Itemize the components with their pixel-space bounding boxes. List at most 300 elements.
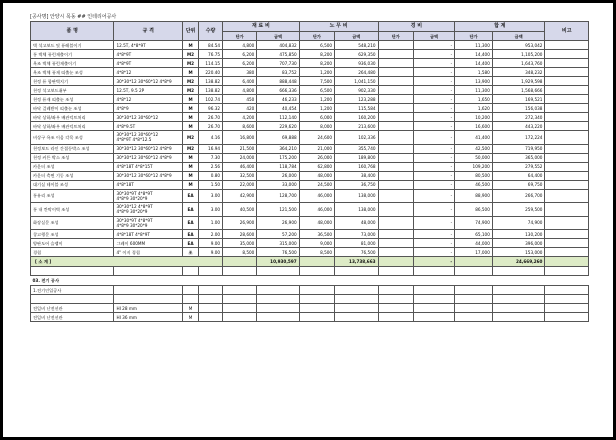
empty-cell (257, 313, 299, 322)
empty-cell (257, 267, 299, 276)
material-amount: 128,700 (257, 189, 299, 203)
subtotal-blank (223, 257, 257, 267)
labor-amount: 138,000 (335, 203, 378, 217)
item-spec: 30*30*12 30*60*12 4*8*9 (114, 153, 183, 162)
item-qty: 26.70 (199, 113, 223, 122)
labor-unit-price: 62,800 (299, 162, 334, 171)
expense-amount: - (413, 189, 454, 203)
empty-cell (545, 295, 589, 304)
labor-amount: 355,740 (335, 144, 378, 153)
expense-unit-price (378, 59, 413, 68)
expense-unit-price (378, 41, 413, 50)
item-spec: HI 36 mm (114, 313, 183, 322)
material-amount: 46,233 (257, 95, 299, 104)
subtotal-expense: - (413, 257, 454, 267)
material-amount: 112,140 (257, 113, 299, 122)
total-unit-price: 11,300 (455, 41, 493, 50)
material-amount: 69,888 (257, 131, 299, 145)
empty-cell (335, 313, 378, 322)
item-spec: HI 28 mm (114, 304, 183, 313)
material-unit-price: 420 (223, 104, 257, 113)
material-unit-price: 8,500 (223, 248, 257, 257)
material-unit-price: 단가 (223, 32, 257, 41)
expense-unit-price (378, 162, 413, 171)
item-name: 바닥 걸레받이 띠출눈 조성 (31, 104, 114, 113)
empty-cell (413, 313, 454, 322)
item-qty: 1.50 (199, 180, 223, 189)
item-spec: 4*8*9T (114, 50, 183, 59)
expense-unit-price (378, 180, 413, 189)
empty-cell (545, 267, 589, 276)
item-unit: 조 (183, 248, 199, 257)
item-qty: 3.00 (199, 189, 223, 203)
expense-unit-price (378, 144, 413, 153)
table-row (31, 50, 589, 59)
labor-unit-price: 단가 (299, 32, 334, 41)
material-amount: 33,000 (257, 180, 299, 189)
total-amount: 279,552 (492, 162, 545, 171)
labor-unit-price: 8,200 (299, 59, 334, 68)
empty-cell (257, 286, 299, 295)
labor-amount: 189,800 (335, 153, 378, 162)
item-name: 바닥 상하/좌우 배관덕트처리 (31, 113, 114, 122)
labor-amount: 48,000 (335, 216, 378, 230)
material-amount: 40,454 (257, 104, 299, 113)
empty-cell (31, 295, 114, 304)
item-qty: 7.30 (199, 153, 223, 162)
labor-unit-price: 48,000 (299, 216, 334, 230)
item-remark (545, 131, 589, 145)
total-amount: 169,521 (492, 95, 545, 104)
empty-cell (335, 286, 378, 295)
table-row (31, 68, 589, 77)
item-name: 카운터 조성 (31, 162, 114, 171)
col-unit: 단위 (183, 22, 199, 41)
table-row (31, 239, 589, 248)
table-row (31, 162, 589, 171)
empty-cell (455, 286, 493, 295)
item-spec: 4*8*9 (114, 104, 183, 113)
item-qty: 220.40 (199, 68, 223, 77)
expense-unit-price (378, 95, 413, 104)
expense-amount: 금액 (413, 32, 454, 41)
item-remark (545, 230, 589, 239)
item-name: 통 내 칸막이벽 조성 (31, 203, 114, 217)
empty-cell (413, 295, 454, 304)
total-amount: 348,232 (492, 68, 545, 77)
empty-cell (492, 286, 545, 295)
labor-amount: 1,041,150 (335, 77, 378, 86)
empty-cell (114, 286, 183, 295)
empty-cell (455, 313, 493, 322)
total-amount: 953,042 (492, 41, 545, 50)
item-name: 비상구 욕조 이음 각목 조성 (31, 131, 114, 145)
item-unit: M (183, 162, 199, 171)
expense-unit-price (378, 113, 413, 122)
empty-cell (378, 313, 413, 322)
item-spec: 12.5T, 4*8*9T (114, 41, 183, 50)
expense-unit-price (378, 50, 413, 59)
table-row (31, 189, 589, 203)
empty-cell (378, 304, 413, 313)
total-amount: 719,950 (492, 144, 545, 153)
total-unit-price: 11,300 (455, 86, 493, 95)
item-qty: 3.00 (199, 203, 223, 217)
total-amount: 153,000 (492, 248, 545, 257)
expense-amount: - (413, 230, 454, 239)
item-spec: 4*8*18T (114, 180, 183, 189)
item-spec: 30*30*12 30*60*12 4*8*9 (114, 171, 183, 180)
total-unit-price: 65,100 (455, 230, 493, 239)
table-row (31, 171, 589, 180)
project-title: [공사명] 안양시 목동 ## 인테리어공사 (30, 14, 117, 20)
item-qty: 114.15 (199, 59, 223, 68)
item-remark (545, 144, 589, 153)
total-unit-price: 14,400 (455, 59, 493, 68)
item-remark (545, 248, 589, 257)
material-unit-price: 28,600 (223, 230, 257, 239)
expense-unit-price (378, 230, 413, 239)
expense-amount: - (413, 216, 454, 230)
empty-cell (378, 267, 413, 276)
material-unit-price: 32,500 (223, 171, 257, 180)
expense-unit-price (378, 131, 413, 145)
item-remark (545, 68, 589, 77)
empty-cell (492, 313, 545, 322)
col-spec: 규 격 (114, 22, 183, 41)
item-name: 전일비 난전선관 (31, 304, 114, 313)
labor-unit-price: 1,200 (299, 68, 334, 77)
table-row (31, 304, 589, 313)
labor-amount: 36,750 (335, 180, 378, 189)
labor-amount: 73,000 (335, 230, 378, 239)
item-name: 천정보드 라인 간접등박스 조성 (31, 144, 114, 153)
expense-unit-price (378, 122, 413, 131)
empty-cell (492, 304, 545, 313)
labor-amount: 160,200 (335, 113, 378, 122)
expense-amount: - (413, 239, 454, 248)
empty-cell (223, 304, 257, 313)
empty-cell (183, 267, 199, 276)
material-amount: 475,850 (257, 50, 299, 59)
header-row-1 (31, 22, 589, 32)
table-row (31, 144, 589, 153)
total-amount: 1,568,666 (492, 86, 545, 95)
labor-amount: 902,330 (335, 86, 378, 95)
total-unit-price: 44,000 (455, 239, 493, 248)
labor-unit-price: 6,500 (299, 41, 334, 50)
empty-cell (223, 286, 257, 295)
item-remark (545, 86, 589, 95)
item-spec: 30*30*12 4*8*9T 4*8*9 30*20*9 (114, 203, 183, 217)
group-title: 1.전기인입공사 (31, 286, 114, 295)
total-unit-price: 17,000 (455, 248, 493, 257)
material-amount: 404,832 (257, 41, 299, 50)
labor-amount: 38,400 (335, 171, 378, 180)
table-row (31, 122, 589, 131)
total-amount: 396,000 (492, 239, 545, 248)
labor-amount: 548,210 (335, 41, 378, 50)
expense-amount: - (413, 248, 454, 257)
material-unit-price: 4,800 (223, 41, 257, 50)
item-spec: 그레이 600MM (114, 239, 183, 248)
item-unit: M (183, 68, 199, 77)
labor-unit-price: 6,000 (299, 113, 334, 122)
total-amount: 259,500 (492, 203, 545, 217)
item-spec: 4*8*18T 4*8*15T (114, 162, 183, 171)
subtotal-label: [ 소 계 ] (31, 257, 223, 267)
material-amount: 57,200 (257, 230, 299, 239)
empty-cell (199, 286, 223, 295)
empty-cell (299, 313, 334, 322)
item-spec: 4*8*12 (114, 68, 183, 77)
item-unit: M (183, 122, 199, 131)
item-name: 욕조 벽체 퓨재 띠출눈 조성 (31, 68, 114, 77)
labor-amount: 76,500 (335, 248, 378, 257)
item-name: 천정 커튼 박스 조성 (31, 153, 114, 162)
subtotal-row (31, 257, 589, 267)
item-qty: 138.82 (199, 86, 223, 95)
total-unit-price: 14,400 (455, 50, 493, 59)
empty-cell (199, 295, 223, 304)
empty-cell (183, 295, 199, 304)
material-unit-price: 40,500 (223, 203, 257, 217)
expense-amount: - (413, 144, 454, 153)
total-amount: 1,643,760 (492, 59, 545, 68)
item-unit: M (183, 95, 199, 104)
col-remark: 비고 (545, 22, 589, 41)
empty-cell (413, 267, 454, 276)
item-unit: M (183, 41, 199, 50)
empty-cell (114, 295, 183, 304)
empty-cell (183, 286, 199, 295)
material-amount: 26,900 (257, 216, 299, 230)
item-remark (545, 77, 589, 86)
expense-amount: - (413, 122, 454, 131)
group-row (31, 286, 589, 295)
labor-unit-price: 21,000 (299, 144, 334, 153)
material-unit-price: 6,400 (223, 77, 257, 86)
item-qty: 2.00 (199, 230, 223, 239)
empty-cell (455, 304, 493, 313)
table-row (31, 41, 589, 50)
item-name: 통 벽체 퓨런재출이기 (31, 50, 114, 59)
item-remark (545, 162, 589, 171)
item-remark (545, 171, 589, 180)
item-remark (545, 113, 589, 122)
empty-cell (545, 286, 589, 295)
table-row (31, 86, 589, 95)
empty-cell (492, 267, 545, 276)
total-amount: 156,038 (492, 104, 545, 113)
item-remark (545, 104, 589, 113)
total-unit-price: 74,900 (455, 216, 493, 230)
total-unit-price: 42,500 (455, 144, 493, 153)
item-remark (545, 59, 589, 68)
table-row (31, 313, 589, 322)
item-name: 양판도어 슬랩이 (31, 239, 114, 248)
item-name: 바닥 상하/좌우 배관덕트처리 (31, 122, 114, 131)
item-unit: EA (183, 189, 199, 203)
item-unit: M2 (183, 50, 199, 59)
expense-amount: - (413, 77, 454, 86)
item-spec: 4*8*9.5T (114, 122, 183, 131)
subtotal-blank (545, 257, 589, 267)
item-remark (545, 189, 589, 203)
total-amount: 1,929,598 (492, 77, 545, 86)
total-amount: 365,000 (492, 153, 545, 162)
item-unit: EA (183, 239, 199, 248)
material-amount: 888,448 (257, 77, 299, 86)
item-name: 벽 석고보드 및 퓨레블이기 (31, 41, 114, 50)
table-row (31, 230, 589, 239)
section-title: 03. 전기 공사 (31, 276, 589, 286)
labor-unit-price: 24,600 (299, 131, 334, 145)
material-unit-price: 4,200 (223, 113, 257, 122)
material-amount: 118,784 (257, 162, 299, 171)
material-unit-price: 42,900 (223, 189, 257, 203)
material-unit-price: 26,900 (223, 216, 257, 230)
total-amount: 74,900 (492, 216, 545, 230)
item-qty: 4.16 (199, 131, 223, 145)
empty-cell (199, 304, 223, 313)
expense-amount: - (413, 203, 454, 217)
expense-amount: - (413, 171, 454, 180)
total-unit-price: 1,620 (455, 104, 493, 113)
material-amount: 121,500 (257, 203, 299, 217)
subtotal-labor: 13,738,663 (335, 257, 378, 267)
item-qty: 16.94 (199, 144, 223, 153)
total-amount: 1,105,200 (492, 50, 545, 59)
col-name: 품 명 (31, 22, 114, 41)
total-unit-price: 41,400 (455, 131, 493, 145)
item-unit: M (183, 304, 199, 313)
material-unit-price: 16,800 (223, 131, 257, 145)
labor-amount: 81,000 (335, 239, 378, 248)
item-name: 욕조 벽체 퓨런재출이기 (31, 59, 114, 68)
empty-cell (223, 267, 257, 276)
item-name: 대기실 테이블 조성 (31, 180, 114, 189)
col-qty: 수량 (199, 22, 223, 41)
empty-cell (335, 304, 378, 313)
table-row (31, 153, 589, 162)
expense-amount: - (413, 104, 454, 113)
expense-unit-price (378, 189, 413, 203)
labor-amount: 213,600 (335, 122, 378, 131)
expense-amount: - (413, 41, 454, 50)
subtotal-blank (378, 257, 413, 267)
spacer-row (31, 267, 589, 276)
empty-cell (455, 267, 493, 276)
expense-amount: - (413, 95, 454, 104)
col-total: 합 계 (455, 22, 545, 32)
item-qty: 76.75 (199, 50, 223, 59)
item-unit: EA (183, 216, 199, 230)
labor-unit-price: 8,500 (299, 248, 334, 257)
material-amount: 364,210 (257, 144, 299, 153)
total-unit-price: 80,500 (455, 171, 493, 180)
labor-amount: 138,000 (335, 189, 378, 203)
total-amount: 172,224 (492, 131, 545, 145)
total-amount: 64,400 (492, 171, 545, 180)
col-labor: 노 무 비 (299, 22, 378, 32)
col-expense: 경 비 (378, 22, 455, 32)
material-unit-price: 450 (223, 95, 257, 104)
item-unit: M (183, 113, 199, 122)
material-amount: 229,620 (257, 122, 299, 131)
labor-amount: 264,480 (335, 68, 378, 77)
item-spec: 12.5T, 9.5 2P (114, 86, 183, 95)
empty-cell (545, 304, 589, 313)
item-spec: 30*30*12 30*60*12 4*8*9 (114, 77, 183, 86)
item-unit: M (183, 171, 199, 180)
item-name: 천정 퓨재 띠출눈 조성 (31, 95, 114, 104)
item-spec: 30*30*12 30*60*12 4*8*9T 4*8*12.5 (114, 131, 183, 145)
material-amount: 83,752 (257, 68, 299, 77)
material-unit-price: 380 (223, 68, 257, 77)
table-row (31, 248, 589, 257)
subtotal-material: 10,930,597 (257, 257, 299, 267)
material-amount: 175,200 (257, 153, 299, 162)
total-unit-price: 46,500 (455, 180, 493, 189)
empty-cell (299, 286, 334, 295)
expense-unit-price (378, 171, 413, 180)
empty-cell (199, 267, 223, 276)
material-amount: 666,336 (257, 86, 299, 95)
item-remark (545, 239, 589, 248)
expense-unit-price (378, 77, 413, 86)
total-unit-price: 88,900 (455, 189, 493, 203)
item-qty: 138.82 (199, 77, 223, 86)
empty-cell (199, 313, 223, 322)
item-unit: M2 (183, 59, 199, 68)
total-unit-price: 13,900 (455, 77, 493, 86)
total-unit-price: 50,000 (455, 153, 493, 162)
labor-unit-price: 46,000 (299, 203, 334, 217)
col-material: 재 료 비 (223, 22, 300, 32)
table-body (31, 41, 589, 322)
item-name: 천정 석고보드취부 (31, 86, 114, 95)
expense-unit-price (378, 68, 413, 77)
item-remark (545, 203, 589, 217)
item-qty: 96.32 (199, 104, 223, 113)
item-unit: EA (183, 203, 199, 217)
item-unit: EA (183, 230, 199, 239)
item-remark (545, 216, 589, 230)
expense-amount: - (413, 162, 454, 171)
item-unit: M2 (183, 77, 199, 86)
item-remark (545, 180, 589, 189)
empty-cell (257, 295, 299, 304)
item-spec: 30*30*12 30*60*12 4*8*9 (114, 144, 183, 153)
total-unit-price: 86,500 (455, 203, 493, 217)
labor-unit-price: 46,000 (299, 189, 334, 203)
item-spec: 30*30*9T 4*8*9T 4*8*9 30*20*9 (114, 189, 183, 203)
item-name: 경첩 (31, 248, 114, 257)
subtotal-blank (455, 257, 493, 267)
total-unit-price: 1,650 (455, 95, 493, 104)
material-amount: 707,730 (257, 59, 299, 68)
empty-cell (335, 295, 378, 304)
item-qty: 102.74 (199, 95, 223, 104)
table-row (31, 180, 589, 189)
labor-amount: 936,030 (335, 59, 378, 68)
labor-unit-price: 24,500 (299, 180, 334, 189)
total-unit-price: 16,600 (455, 122, 493, 131)
labor-unit-price: 9,000 (299, 239, 334, 248)
material-unit-price: 6,200 (223, 59, 257, 68)
empty-cell (492, 295, 545, 304)
